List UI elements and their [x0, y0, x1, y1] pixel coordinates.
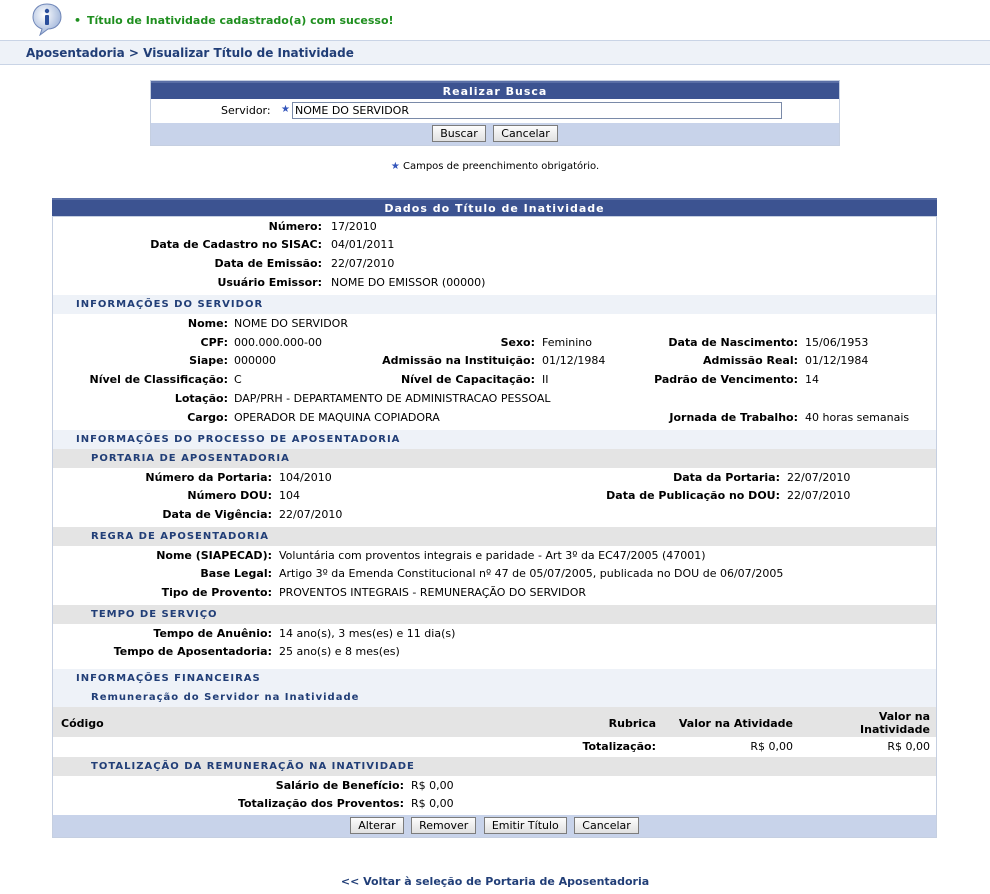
section-remuneracao: Remuneração do Servidor na Inatividade: [53, 688, 936, 707]
data-portaria-label: Data da Portaria:: [673, 471, 780, 484]
data-publicacao-dou-value: 22/07/2010: [787, 489, 851, 502]
usuario-emissor-label: Usuário Emissor:: [217, 276, 322, 289]
section-financeiras: INFORMAÇÕES FINANCEIRAS: [53, 669, 936, 688]
numero-value: 17/2010: [331, 220, 377, 233]
nascimento-value: 15/06/1953: [805, 336, 869, 349]
buscar-button[interactable]: Buscar: [432, 125, 486, 142]
search-title-text: Realizar Busca: [442, 85, 548, 98]
admissao-real-value: 01/12/1984: [805, 354, 869, 367]
section-processo: INFORMAÇÕES DO PROCESSO DE APOSENTADORIA: [53, 430, 936, 449]
emitir-titulo-button[interactable]: Emitir Título: [484, 817, 567, 834]
data-emissao-label: Data de Emissão:: [214, 257, 322, 270]
data-publicacao-dou-label: Data de Publicação no DOU:: [606, 489, 780, 502]
alterar-button[interactable]: Alterar: [350, 817, 403, 834]
totalizacao-row: [53, 737, 936, 757]
info-icon: [30, 2, 64, 36]
section-portaria: PORTARIA DE APOSENTADORIA: [53, 449, 936, 468]
siape-label: Siape:: [189, 354, 228, 367]
admissao-real-label: Admissão Real:: [702, 354, 798, 367]
nivel-capacitacao-value: II: [542, 373, 549, 386]
numero-portaria-label: Número da Portaria:: [145, 471, 272, 484]
section-regra: REGRA DE APOSENTADORIA: [53, 527, 936, 546]
cpf-value: 000.000.000-00: [234, 336, 322, 349]
voltar-link[interactable]: << Voltar à seleção de Portaria de Aposentadoria: [340, 875, 650, 888]
tipo-provento-value: PROVENTOS INTEGRAIS - REMUNERAÇÃO DO SERVIDOR: [279, 586, 587, 599]
cargo-value: OPERADOR DE MAQUINA COPIADORA: [234, 411, 440, 424]
titulo-panel: [52, 198, 937, 838]
data-vigencia-label: Data de Vigência:: [162, 508, 272, 521]
total-atividade-value: R$ 0,00: [750, 740, 793, 753]
numero-dou-value: 104: [279, 489, 300, 502]
breadcrumb-text: Aposentadoria > Visualizar Título de Inatividade: [26, 46, 354, 60]
nome-value: NOME DO SERVIDOR: [234, 317, 348, 330]
total-proventos-label: Totalização dos Proventos:: [237, 797, 404, 810]
nome-label: Nome:: [187, 317, 228, 330]
cargo-label: Cargo:: [187, 411, 228, 424]
data-emissao-value: 22/07/2010: [331, 257, 395, 270]
tipo-provento-label: Tipo de Provento:: [161, 586, 272, 599]
required-note: [0, 161, 990, 172]
base-legal-label: Base Legal:: [200, 567, 272, 580]
nascimento-label: Data de Nascimento:: [668, 336, 798, 349]
data-vigencia-value: 22/07/2010: [279, 508, 343, 521]
remover-button[interactable]: Remover: [411, 817, 476, 834]
tempo-aposentadoria-label: Tempo de Aposentadoria:: [113, 645, 272, 658]
base-legal-value: Artigo 3º da Emenda Constitucional nº 47 de 05/07/2005, publicada no DOU de 06/07/2005: [279, 567, 784, 580]
col-codigo: Código: [61, 717, 104, 730]
cancelar-busca-button[interactable]: Cancelar: [493, 125, 558, 142]
tempo-aposentadoria-value: 25 ano(s) e 8 mes(es): [279, 645, 400, 658]
nome-siapecad-label: Nome (SIAPECAD):: [156, 549, 272, 562]
servidor-row: [151, 99, 839, 123]
admissao-instituicao-label: Admissão na Instituição:: [382, 354, 535, 367]
servidor-input[interactable]: [292, 102, 782, 119]
message-bullet: •: [74, 14, 82, 27]
data-cadastro-label: Data de Cadastro no SISAC:: [150, 238, 322, 251]
numero-portaria-value: 104/2010: [279, 471, 332, 484]
numero-label: Número:: [268, 220, 322, 233]
padrao-vencimento-label: Padrão de Vencimento:: [654, 373, 798, 386]
nivel-capacitacao-label: Nível de Capacitação:: [400, 373, 535, 386]
titulo-caption-text: Dados do Título de Inatividade: [384, 202, 605, 215]
jornada-label: Jornada de Trabalho:: [669, 411, 798, 424]
sexo-label: Sexo:: [500, 336, 535, 349]
col-rubrica: Rubrica: [608, 717, 656, 730]
cancelar-button[interactable]: Cancelar: [574, 817, 639, 834]
totalizacao-label: Totalização:: [582, 740, 656, 753]
required-star-icon: ★: [281, 104, 290, 115]
lotacao-value: DAP/PRH - DEPARTAMENTO DE ADMINISTRACAO PESSOAL: [234, 392, 551, 405]
required-star-icon: ★: [390, 161, 400, 172]
servidor-label: Servidor:: [221, 104, 271, 117]
data-cadastro-value: 04/01/2011: [331, 238, 395, 251]
section-servidor: INFORMAÇÕES DO SERVIDOR: [53, 295, 936, 314]
jornada-value: 40 horas semanais: [805, 411, 910, 424]
data-portaria-value: 22/07/2010: [787, 471, 851, 484]
usuario-emissor-value: NOME DO EMISSOR (00000): [331, 276, 486, 289]
col-valor-inatividade: [860, 710, 930, 736]
tempo-anuenio-value: 14 ano(s), 3 mes(es) e 11 dia(s): [279, 627, 456, 640]
padrao-vencimento-value: 14: [805, 373, 819, 386]
salario-beneficio-label: Salário de Benefício:: [275, 779, 404, 792]
siape-value: 000000: [234, 354, 276, 367]
message-bar: [0, 0, 990, 40]
success-message: [74, 14, 394, 27]
salario-beneficio-value: R$ 0,00: [411, 779, 454, 792]
titulo-actions: [53, 815, 936, 837]
total-proventos-value: R$ 0,00: [411, 797, 454, 810]
remuneracao-table-header: [53, 707, 936, 737]
success-message-text: Título de Inatividade cadastrado(a) com sucesso!: [87, 14, 394, 27]
search-panel-title: [151, 81, 839, 99]
cpf-label: CPF:: [200, 336, 228, 349]
admissao-instituicao-value: 01/12/1984: [542, 354, 606, 367]
total-inatividade-value: R$ 0,00: [887, 740, 930, 753]
col-valor-atividade: Valor na Atividade: [678, 717, 793, 730]
numero-dou-label: Número DOU:: [187, 489, 272, 502]
titulo-panel-title: [52, 198, 937, 216]
nome-siapecad-value: Voluntária com proventos integrais e paridade - Art 3º da EC47/2005 (47001): [279, 549, 706, 562]
col-valor-inatividade-line2: Inatividade: [860, 723, 930, 736]
search-actions: [151, 123, 839, 145]
search-panel: [150, 80, 840, 146]
required-note-text: Campos de preenchimento obrigatório.: [402, 161, 600, 172]
section-totalizacao: TOTALIZAÇÃO DA REMUNERAÇÃO NA INATIVIDADE: [53, 757, 936, 776]
section-tempo: TEMPO DE SERVIÇO: [53, 605, 936, 624]
nivel-classificacao-value: C: [234, 373, 242, 386]
breadcrumb: [0, 40, 990, 65]
tempo-anuenio-label: Tempo de Anuênio:: [153, 627, 272, 640]
nivel-classificacao-label: Nível de Classificação:: [89, 373, 228, 386]
sexo-value: Feminino: [542, 336, 592, 349]
col-valor-inatividade-line1: Valor na: [878, 710, 930, 723]
lotacao-label: Lotação:: [174, 392, 228, 405]
